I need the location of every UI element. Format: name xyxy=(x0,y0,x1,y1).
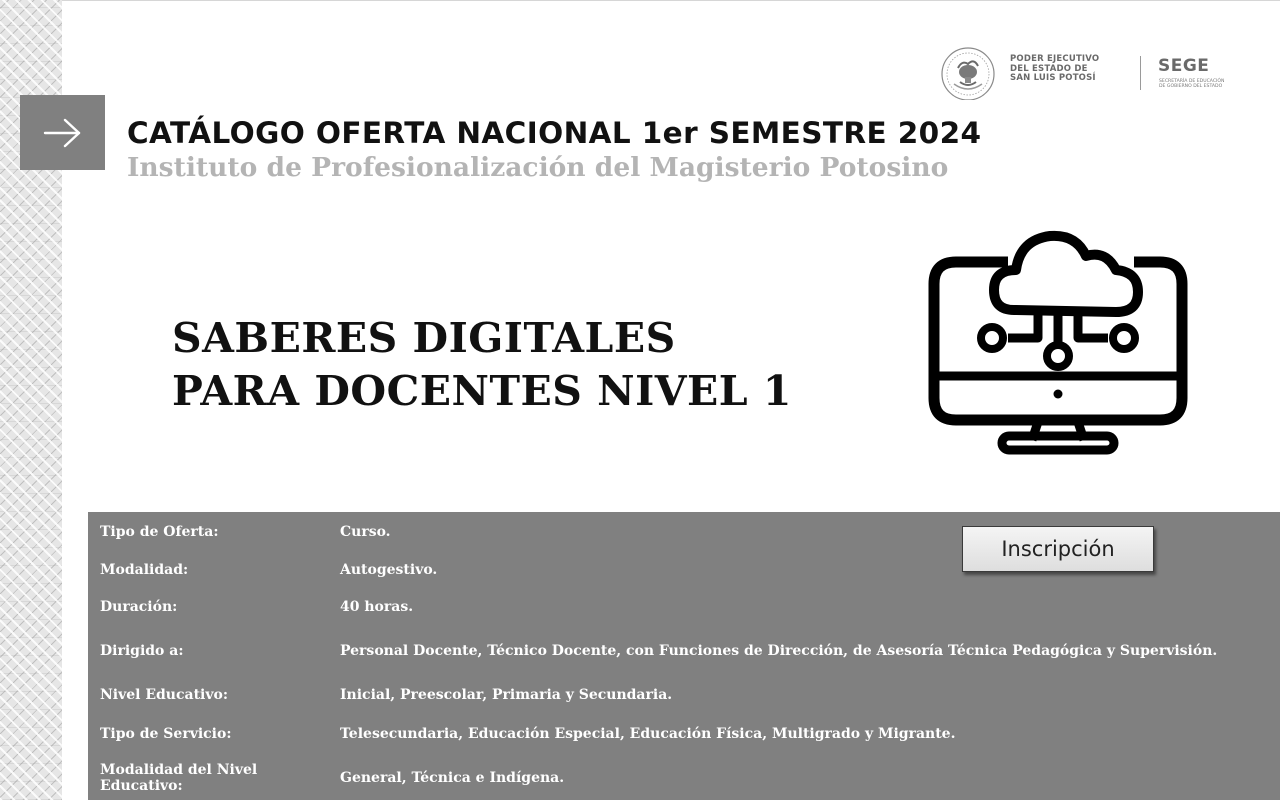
enroll-button[interactable]: Inscripción xyxy=(962,526,1154,572)
institute-subtitle: Instituto de Profesionalización del Magisterio Potosino xyxy=(127,152,949,183)
government-logos xyxy=(936,44,1256,100)
detail-value: Curso. xyxy=(340,524,391,540)
arrow-right-icon xyxy=(41,115,85,151)
mexican-coat-of-arms-seal-icon xyxy=(936,44,996,100)
logo-divider xyxy=(1140,56,1141,90)
sege-subtitle: SECRETARÍA DE EDUCACIÓN DE GOBIERNO DEL ESTADO xyxy=(1159,79,1225,90)
detail-value: Personal Docente, Técnico Docente, con Funciones de Dirección, de Asesoría Técnica Pedagógica y Supervisión. xyxy=(340,643,1218,659)
detail-label: Dirigido a: xyxy=(100,643,184,659)
cloud-computing-monitor-icon xyxy=(926,226,1190,460)
state-government-label: PODER EJECUTIVO DEL ESTADO DE SAN LUIS POTOSÍ xyxy=(1010,54,1100,84)
course-title xyxy=(172,312,792,418)
catalog-title: CATÁLOGO OFERTA NACIONAL 1er SEMESTRE 2024 xyxy=(127,116,982,150)
next-arrow-button[interactable] xyxy=(20,95,105,170)
detail-row-duration xyxy=(88,597,1280,617)
top-border-line xyxy=(0,0,1280,1)
detail-value: General, Técnica e Indígena. xyxy=(340,770,565,786)
detail-label: Modalidad: xyxy=(100,562,189,578)
detail-label: Duración: xyxy=(100,599,178,615)
detail-label: Tipo de Servicio: xyxy=(100,726,232,742)
detail-row-audience xyxy=(88,632,1280,670)
course-title-line-1: SABERES DIGITALES xyxy=(172,314,676,362)
course-details-panel xyxy=(88,512,1280,800)
detail-value: Inicial, Preescolar, Primaria y Secundaria. xyxy=(340,687,673,703)
course-title-line-2: PARA DOCENTES NIVEL 1 xyxy=(172,367,792,415)
detail-label: Nivel Educativo: xyxy=(100,687,229,703)
detail-row-service-type xyxy=(88,724,1280,744)
detail-value: Telesecundaria, Educación Especial, Educación Física, Multigrado y Migrante. xyxy=(340,726,956,742)
sege-logo-text: SEGE xyxy=(1158,56,1210,76)
detail-label: Modalidad del Nivel Educativo: xyxy=(100,762,258,794)
detail-value: Autogestivo. xyxy=(340,562,438,578)
detail-row-education-level xyxy=(88,685,1280,705)
detail-row-level-modality xyxy=(88,759,1280,797)
detail-value: 40 horas. xyxy=(340,599,414,615)
detail-label: Tipo de Oferta: xyxy=(100,524,219,540)
